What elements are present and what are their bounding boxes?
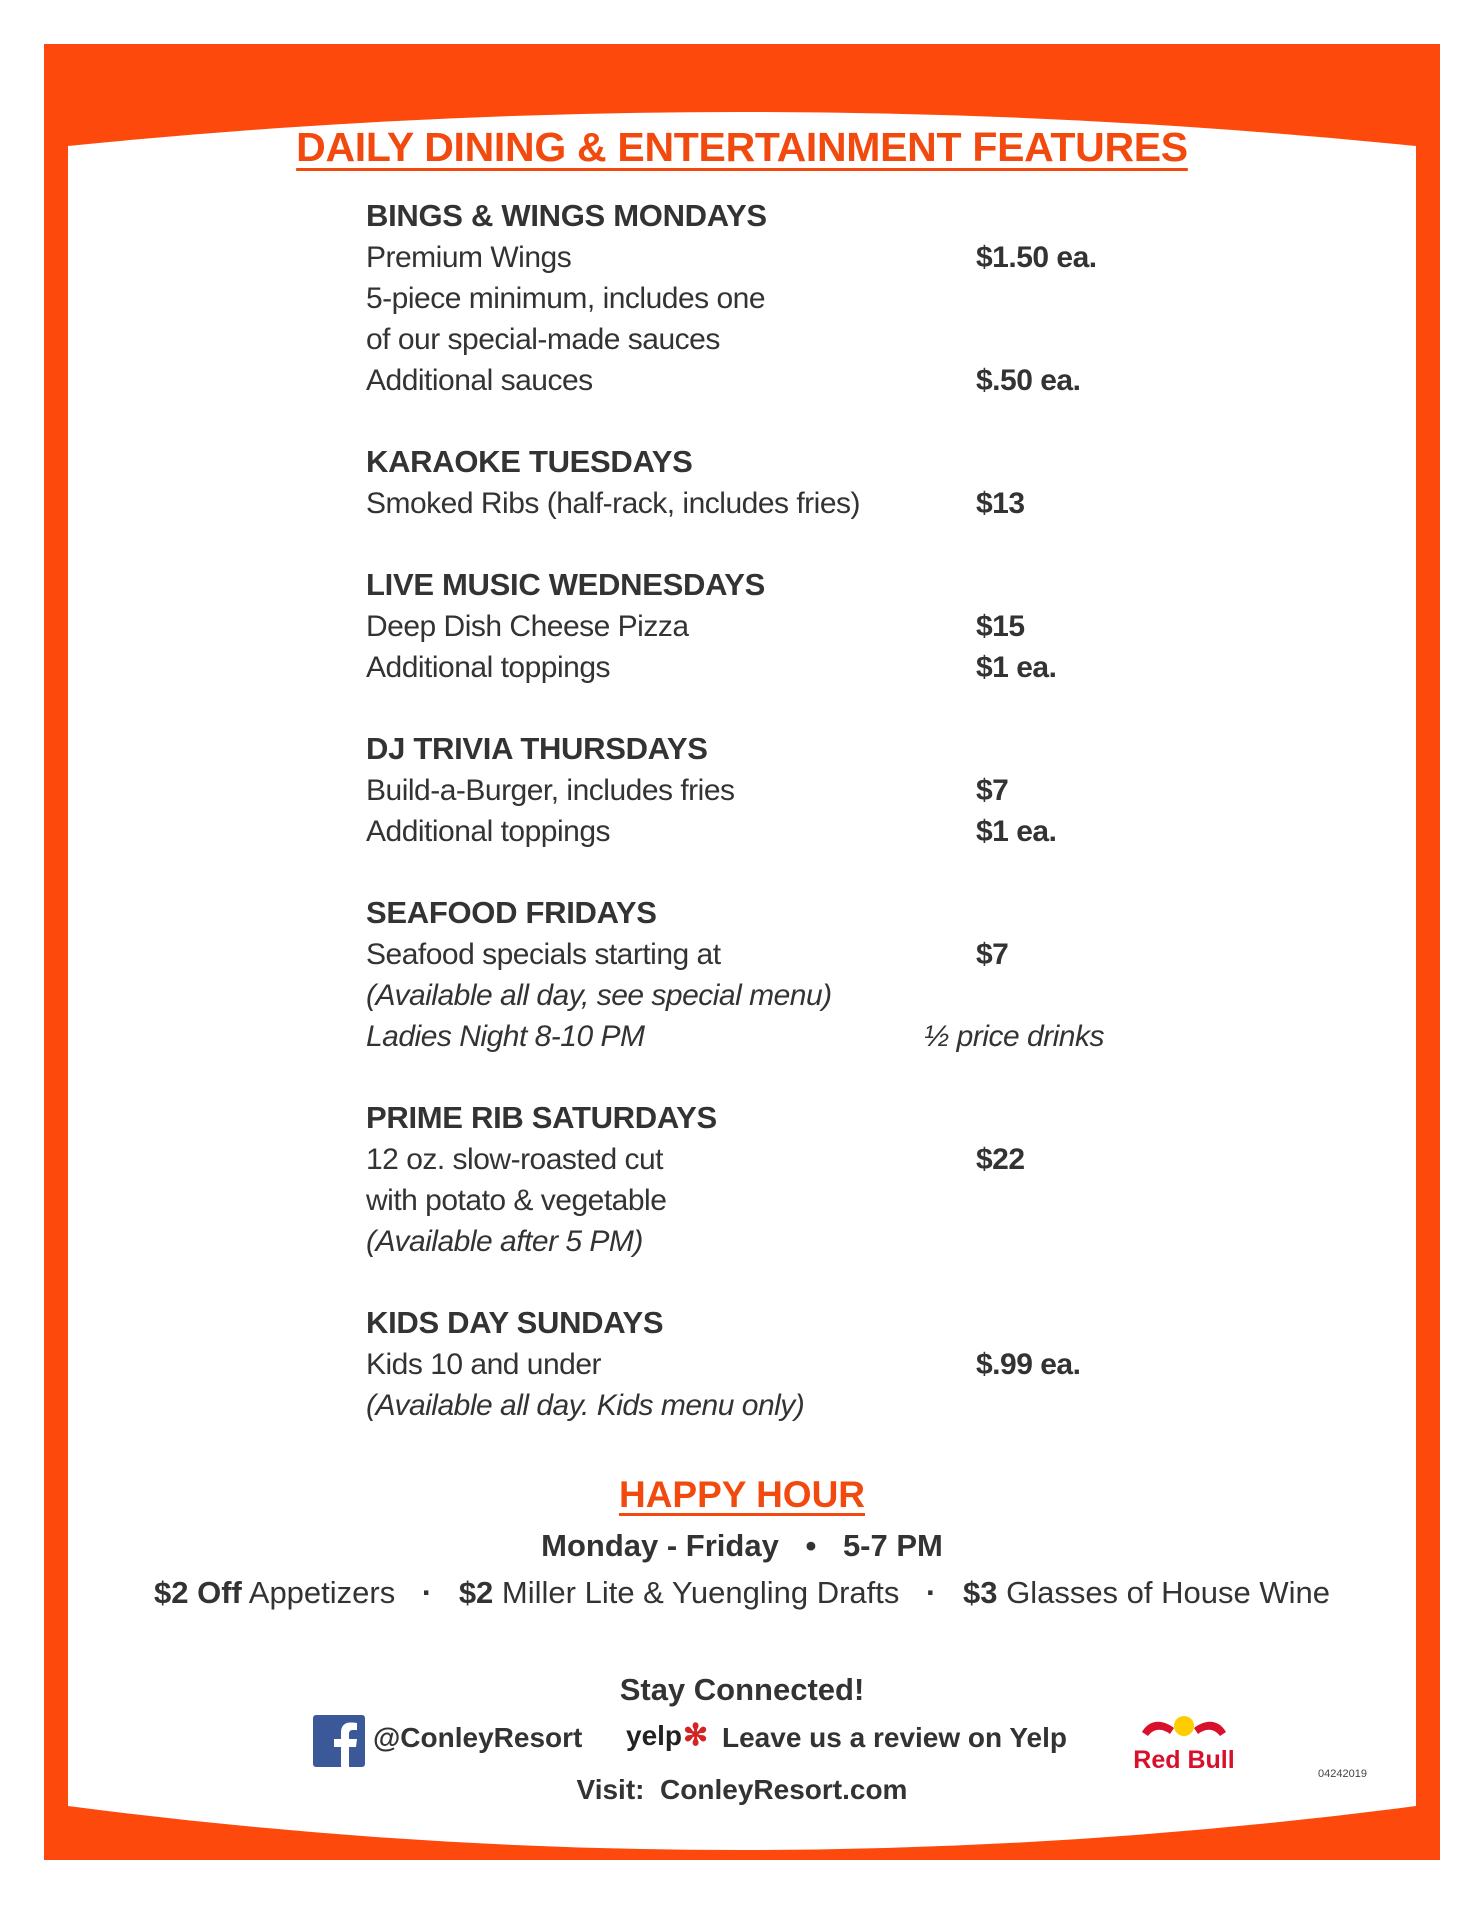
separator-dot: · — [926, 1575, 937, 1610]
menu-item — [366, 1221, 1126, 1262]
item-description: Premium Wings — [366, 241, 572, 274]
yelp-burst-icon: ✻ — [683, 1719, 709, 1752]
menu-item — [366, 975, 1126, 1016]
item-description: Seafood specials starting at — [366, 938, 721, 971]
happy-hour-deals — [0, 1568, 1484, 1618]
item-price: $13 — [976, 487, 1025, 520]
facebook-handle[interactable]: @ConleyResort — [373, 1722, 583, 1753]
menu-item — [366, 483, 1126, 524]
menu-item — [366, 319, 1126, 360]
deal-item: $3 Glasses of House Wine — [962, 1575, 1330, 1610]
item-price: $7 — [976, 938, 1009, 971]
menu-list — [366, 195, 1126, 1466]
item-price: $1 ea. — [976, 815, 1057, 848]
menu-item — [366, 647, 1126, 688]
menu-item — [366, 1180, 1126, 1221]
happy-hour-title: HAPPY HOUR — [618, 1474, 866, 1515]
item-price: $22 — [976, 1143, 1025, 1176]
item-description: Additional sauces — [366, 364, 593, 397]
section-title: SEAFOOD FRIDAYS — [366, 895, 657, 930]
item-price: $7 — [976, 774, 1009, 807]
deal-item: $2 Off Appetizers — [154, 1575, 396, 1610]
menu-section — [366, 728, 1126, 852]
menu-item — [366, 1385, 1126, 1426]
item-description: Kids 10 and under — [366, 1348, 602, 1381]
menu-item — [366, 770, 1126, 811]
menu-item — [366, 934, 1126, 975]
website-url[interactable]: ConleyResort.com — [660, 1774, 908, 1805]
menu-section — [366, 1097, 1126, 1262]
section-title: KARAOKE TUESDAYS — [366, 444, 693, 479]
menu-section — [366, 441, 1126, 524]
item-price: $15 — [976, 610, 1025, 643]
menu-item — [366, 278, 1126, 319]
item-description: Deep Dish Cheese Pizza — [366, 610, 689, 643]
item-description: (Available after 5 PM) — [366, 1225, 643, 1258]
happy-hour-time: 5-7 PM — [842, 1528, 943, 1563]
item-description: with potato & vegetable — [366, 1184, 667, 1217]
separator-dot: • — [805, 1528, 817, 1563]
menu-section — [366, 1302, 1126, 1426]
menu-section — [366, 892, 1126, 1057]
happy-hour-days: Monday - Friday — [541, 1528, 779, 1563]
facebook-icon[interactable] — [313, 1715, 365, 1767]
menu-item — [366, 606, 1126, 647]
document-code: 04242019 — [1318, 1768, 1367, 1780]
item-description: of our special-made sauces — [366, 323, 720, 356]
yelp-logo[interactable]: yelp✻ — [626, 1719, 709, 1752]
menu-section — [366, 195, 1126, 401]
section-title: LIVE MUSIC WEDNESDAYS — [366, 567, 766, 602]
item-description: Additional toppings — [366, 815, 611, 848]
happy-hour-section — [0, 1470, 1484, 1618]
menu-item — [366, 237, 1126, 278]
menu-item — [366, 1344, 1126, 1385]
item-description: Build-a-Burger, includes fries — [366, 774, 735, 807]
item-description: (Available all day, see special menu) — [366, 979, 832, 1012]
separator-dot: · — [421, 1575, 433, 1610]
item-price: $.50 ea. — [976, 364, 1081, 397]
red-bull-logo — [1124, 1708, 1244, 1778]
stay-connected-heading: Stay Connected! — [619, 1672, 865, 1707]
item-description: Additional toppings — [366, 651, 611, 684]
menu-item — [366, 811, 1126, 852]
menu-item — [366, 1139, 1126, 1180]
section-title: BINGS & WINGS MONDAYS — [366, 198, 767, 233]
item-price: ½ price drinks — [924, 1020, 1104, 1053]
visit-label: Visit: — [576, 1774, 645, 1805]
item-description: 5-piece minimum, includes one — [366, 282, 766, 315]
section-title: DJ TRIVIA THURSDAYS — [366, 731, 708, 766]
yelp-review-link[interactable]: Leave us a review on Yelp — [722, 1722, 1067, 1753]
svg-text:Red Bull: Red Bull — [1133, 1746, 1235, 1774]
section-title: PRIME RIB SATURDAYS — [366, 1100, 717, 1135]
item-description: 12 oz. slow-roasted cut — [366, 1143, 663, 1176]
happy-hour-schedule — [0, 1524, 1484, 1568]
visit-website[interactable] — [0, 1774, 1484, 1806]
item-price: $1 ea. — [976, 651, 1057, 684]
item-description: Smoked Ribs (half-rack, includes fries) — [366, 487, 861, 520]
item-price: $1.50 ea. — [976, 241, 1097, 274]
menu-section — [366, 564, 1126, 688]
deal-item: $2 Miller Lite & Yuengling Drafts — [458, 1575, 900, 1610]
menu-item — [366, 360, 1126, 401]
item-description: Ladies Night 8-10 PM — [366, 1020, 645, 1053]
page-title: DAILY DINING & ENTERTAINMENT FEATURES — [296, 124, 1188, 170]
item-description: (Available all day. Kids menu only) — [366, 1389, 805, 1422]
section-title: KIDS DAY SUNDAYS — [366, 1305, 664, 1340]
item-price: $.99 ea. — [976, 1348, 1081, 1381]
menu-item — [366, 1016, 1126, 1057]
